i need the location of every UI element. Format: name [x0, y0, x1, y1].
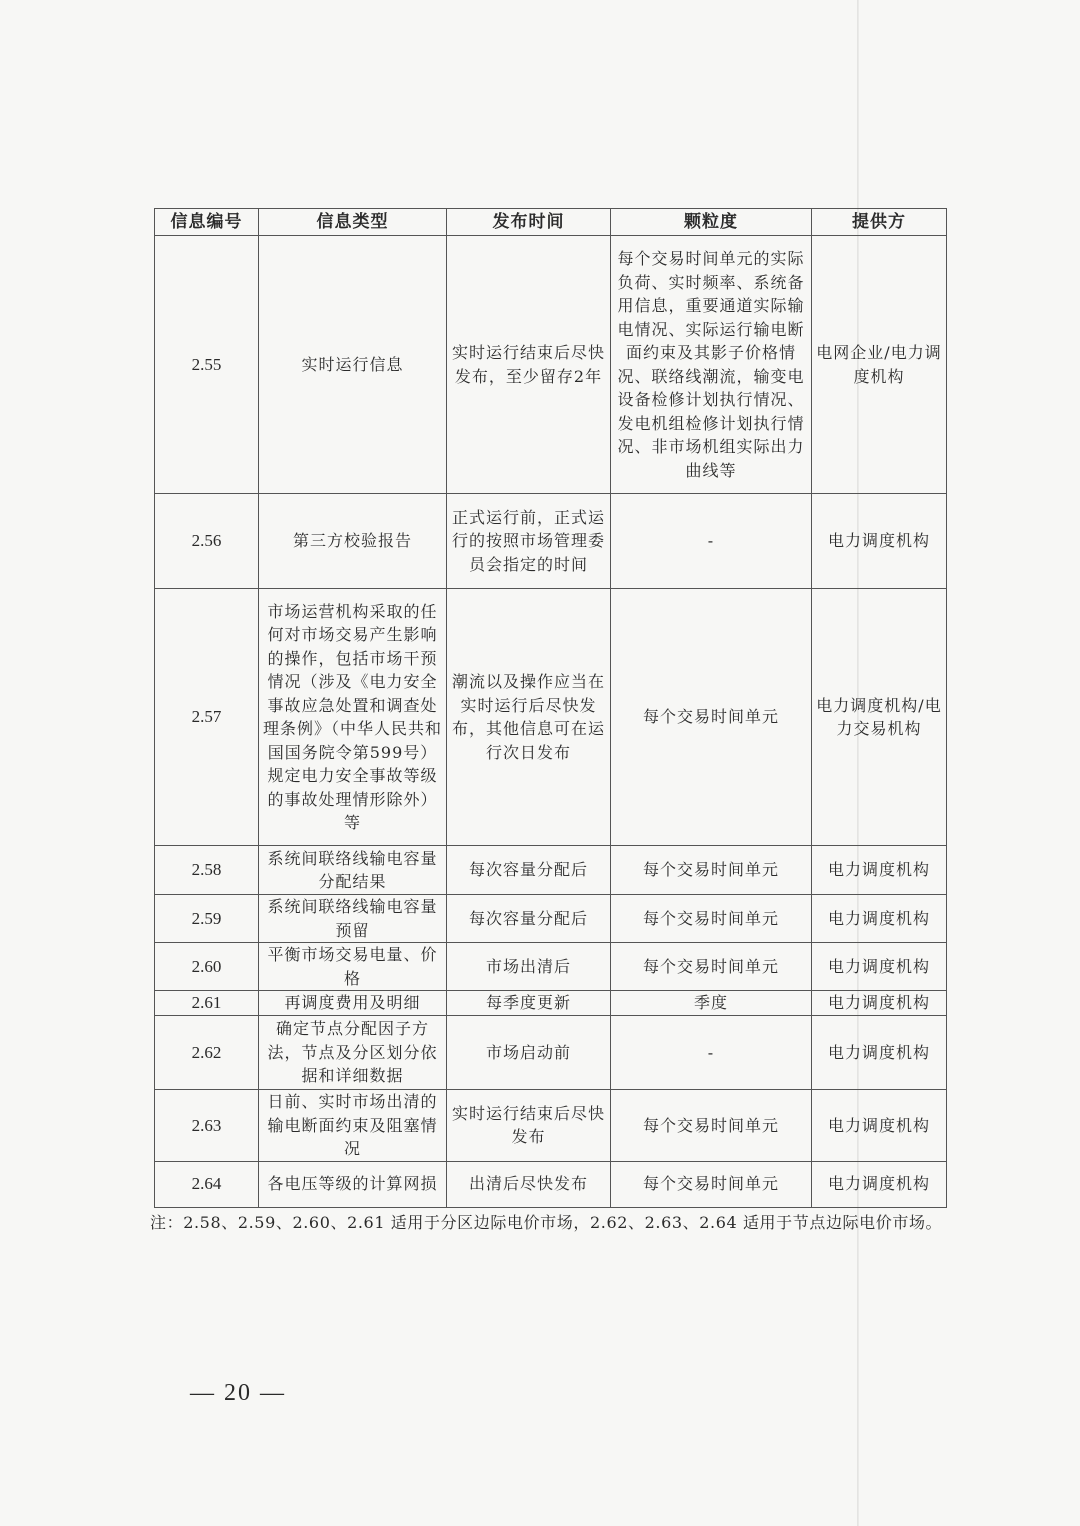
cell-granularity: - — [611, 494, 812, 589]
cell-provider: 电力调度机构 — [812, 991, 947, 1016]
cell-type: 平衡市场交易电量、价格 — [259, 943, 447, 991]
cell-type: 市场运营机构采取的任何对市场交易产生影响的操作，包括市场干预情况（涉及《电力安全事故应急处置和调查处理条例》（中华人民共和国国务院令第599号）规定电力安全事故等级的事故处理情形除外）等 — [259, 589, 447, 846]
cell-id: 2.59 — [155, 895, 259, 943]
cell-type: 确定节点分配因子方法，节点及分区划分依据和详细数据 — [259, 1016, 447, 1090]
cell-provider: 电力调度机构 — [812, 943, 947, 991]
header-info-number: 信息编号 — [155, 209, 259, 236]
cell-granularity: 每个交易时间单元 — [611, 895, 812, 943]
cell-id: 2.55 — [155, 236, 259, 494]
table-row — [155, 1090, 947, 1162]
cell-type: 实时运行信息 — [259, 236, 447, 494]
table-row — [155, 846, 947, 895]
table-footnote: 注：2.58、2.59、2.60、2.61 适用于分区边际电价市场，2.62、2.63、2.64 适用于节点边际电价市场。 — [150, 1213, 943, 1232]
cell-id: 2.56 — [155, 494, 259, 589]
cell-id: 2.57 — [155, 589, 259, 846]
cell-granularity: - — [611, 1016, 812, 1090]
cell-id: 2.62 — [155, 1016, 259, 1090]
cell-id: 2.58 — [155, 846, 259, 895]
cell-time: 出清后尽快发布 — [447, 1161, 611, 1207]
cell-provider: 电力调度机构 — [812, 1090, 947, 1162]
table-row — [155, 943, 947, 991]
cell-provider: 电力调度机构/电力交易机构 — [812, 589, 947, 846]
cell-type: 第三方校验报告 — [259, 494, 447, 589]
cell-time: 实时运行结束后尽快发布，至少留存2年 — [447, 236, 611, 494]
table-row — [155, 1161, 947, 1207]
cell-granularity: 每个交易时间单元 — [611, 846, 812, 895]
table-row — [155, 991, 947, 1016]
cell-type: 各电压等级的计算网损 — [259, 1161, 447, 1207]
cell-id: 2.64 — [155, 1161, 259, 1207]
cell-time: 实时运行结束后尽快发布 — [447, 1090, 611, 1162]
header-granularity: 颗粒度 — [611, 209, 812, 236]
cell-id: 2.60 — [155, 943, 259, 991]
header-info-type: 信息类型 — [259, 209, 447, 236]
table-row — [155, 236, 947, 494]
cell-time: 潮流以及操作应当在实时运行后尽快发布，其他信息可在运行次日发布 — [447, 589, 611, 846]
cell-time: 每次容量分配后 — [447, 895, 611, 943]
table-row — [155, 895, 947, 943]
cell-time: 每次容量分配后 — [447, 846, 611, 895]
cell-id: 2.63 — [155, 1090, 259, 1162]
cell-granularity: 每个交易时间单元的实际负荷、实时频率、系统备用信息，重要通道实际输电情况、实际运行输电断面约束及其影子价格情况、联络线潮流，输变电设备检修计划执行情况、发电机组检修计划执行情况、非市场机组实际出力曲线等 — [611, 236, 812, 494]
cell-granularity: 每个交易时间单元 — [611, 1090, 812, 1162]
info-table — [154, 208, 947, 1208]
cell-provider: 电力调度机构 — [812, 1161, 947, 1207]
cell-time: 市场启动前 — [447, 1016, 611, 1090]
cell-provider: 电力调度机构 — [812, 895, 947, 943]
cell-id: 2.61 — [155, 991, 259, 1016]
cell-type: 日前、实时市场出清的输电断面约束及阻塞情况 — [259, 1090, 447, 1162]
cell-time: 正式运行前，正式运行的按照市场管理委员会指定的时间 — [447, 494, 611, 589]
table-row — [155, 494, 947, 589]
cell-time: 每季度更新 — [447, 991, 611, 1016]
cell-provider: 电网企业/电力调度机构 — [812, 236, 947, 494]
cell-provider: 电力调度机构 — [812, 1016, 947, 1090]
table-row — [155, 589, 947, 846]
table-row — [155, 1016, 947, 1090]
page-number: — 20 — — [190, 1380, 286, 1406]
cell-type: 系统间联络线输电容量预留 — [259, 895, 447, 943]
header-provider: 提供方 — [812, 209, 947, 236]
cell-granularity: 每个交易时间单元 — [611, 1161, 812, 1207]
cell-provider: 电力调度机构 — [812, 846, 947, 895]
table-header-row — [155, 209, 947, 236]
cell-granularity: 每个交易时间单元 — [611, 943, 812, 991]
cell-granularity: 季度 — [611, 991, 812, 1016]
cell-time: 市场出清后 — [447, 943, 611, 991]
cell-granularity: 每个交易时间单元 — [611, 589, 812, 846]
cell-type: 系统间联络线输电容量分配结果 — [259, 846, 447, 895]
cell-type: 再调度费用及明细 — [259, 991, 447, 1016]
header-publish-time: 发布时间 — [447, 209, 611, 236]
cell-provider: 电力调度机构 — [812, 494, 947, 589]
